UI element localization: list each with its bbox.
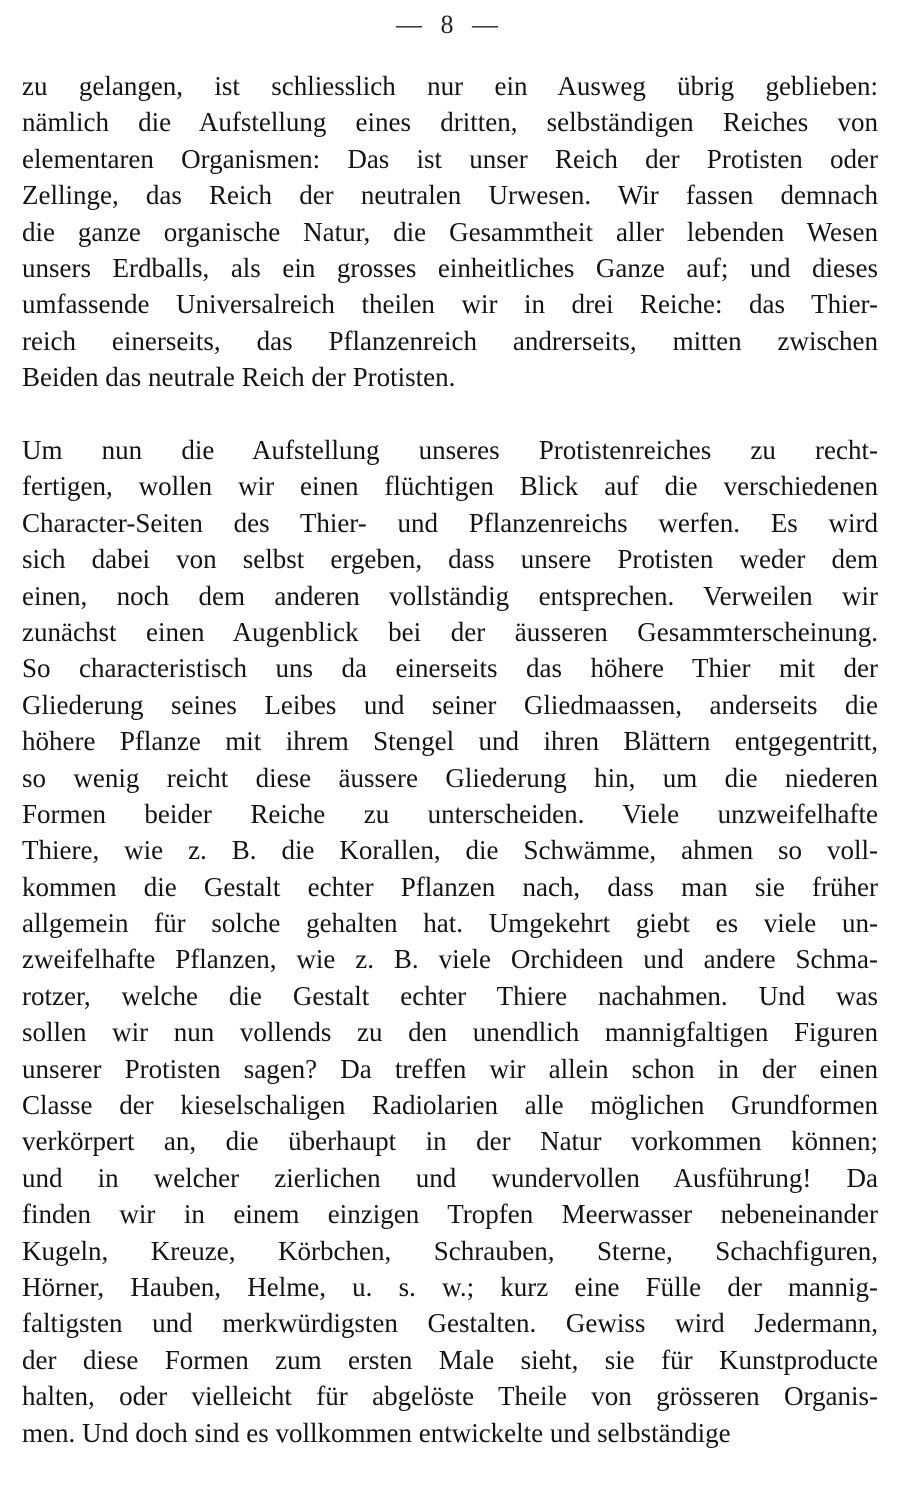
text-line: finden wir in einem einzigen Tropfen Meerwasser nebeneinander	[22, 1199, 878, 1230]
text-line: Zellinge, das Reich der neutralen Urwesen. Wir fassen demnach	[22, 180, 878, 211]
text-line: elementaren Organismen: Das ist unser Reich der Protisten oder	[22, 143, 878, 174]
text-line: Beiden das neutrale Reich der Protisten.	[22, 362, 456, 393]
text-line: nämlich die Aufstellung eines dritten, selbständigen Reiches von	[22, 107, 878, 138]
text-line: allgemein für solche gehalten hat. Umgekehrt giebt es viele un-	[22, 908, 878, 939]
paragraph-1	[22, 68, 878, 396]
text-line: Gliederung seines Leibes und seiner Gliedmaassen, anderseits die	[22, 689, 878, 720]
text-line: und in welcher zierlichen und wundervollen Ausführung! Da	[22, 1162, 878, 1193]
text-line: faltigsten und merkwürdigsten Gestalten. Gewiss wird Jedermann,	[22, 1308, 878, 1339]
text-line: verkörpert an, die überhaupt in der Natur vorkommen können;	[22, 1126, 878, 1157]
text-line: Um nun die Aufstellung unseres Protistenreiches zu recht-	[22, 435, 878, 465]
text-line: so wenig reicht diese äussere Gliederung hin, um die niederen	[22, 762, 878, 793]
text-line: Character-Seiten des Thier- und Pflanzenreichs werfen. Es wird	[22, 507, 878, 538]
text-line: Kugeln, Kreuze, Körbchen, Schrauben, Sterne, Schachfiguren,	[22, 1235, 878, 1266]
text-line: Classe der kieselschaligen Radiolarien alle möglichen Grundformen	[22, 1090, 878, 1121]
text-line: halten, oder vielleicht für abgelöste Theile von grösseren Organis-	[22, 1381, 878, 1412]
text-line: zu gelangen, ist schliesslich nur ein Ausweg übrig geblieben:	[22, 71, 878, 101]
text-line: rotzer, welche die Gestalt echter Thiere nachahmen. Und was	[22, 980, 878, 1011]
text-line: unserer Protisten sagen? Da treffen wir allein schon in der einen	[22, 1053, 878, 1084]
text-line: zweifelhafte Pflanzen, wie z. B. viele Orchideen und andere Schma-	[22, 944, 878, 975]
page-number: — 8 —	[396, 10, 504, 39]
text-line: zunächst einen Augenblick bei der äusseren Gesammterscheinung.	[22, 616, 878, 647]
text-line: einen, noch dem anderen vollständig entsprechen. Verweilen wir	[22, 580, 878, 611]
text-line: men. Und doch sind es vollkommen entwickelte und selbständige	[22, 1417, 731, 1448]
text-line: höhere Pflanze mit ihrem Stengel und ihren Blättern entgegentritt,	[22, 726, 878, 757]
text-line: kommen die Gestalt echter Pflanzen nach, dass man sie früher	[22, 871, 878, 902]
text-line: Thiere, wie z. B. die Korallen, die Schwämme, ahmen so voll-	[22, 835, 878, 866]
text-line: reich einerseits, das Pflanzenreich andrerseits, mitten zwischen	[22, 325, 878, 356]
text-line: Hörner, Hauben, Helme, u. s. w.; kurz eine Fülle der mannig-	[22, 1271, 878, 1302]
text-line: die ganze organische Natur, die Gesammtheit aller lebenden Wesen	[22, 216, 878, 247]
paragraph-2	[22, 432, 878, 1451]
text-line: der diese Formen zum ersten Male sieht, sie für Kunstproducte	[22, 1344, 878, 1375]
text-line: Formen beider Reiche zu unterscheiden. Viele unzweifelhafte	[22, 798, 878, 829]
text-line: unsers Erdballs, als ein grosses einheitliches Ganze auf; und dieses	[22, 252, 878, 283]
text-line: sollen wir nun vollends zu den unendlich mannigfaltigen Figuren	[22, 1017, 878, 1048]
text-line: So characteristisch uns da einerseits das höhere Thier mit der	[22, 653, 878, 684]
text-line: fertigen, wollen wir einen flüchtigen Blick auf die verschiedenen	[22, 471, 878, 502]
text-line: sich dabei von selbst ergeben, dass unsere Protisten weder dem	[22, 544, 878, 575]
text-line: umfassende Universalreich theilen wir in drei Reiche: das Thier-	[22, 289, 878, 320]
